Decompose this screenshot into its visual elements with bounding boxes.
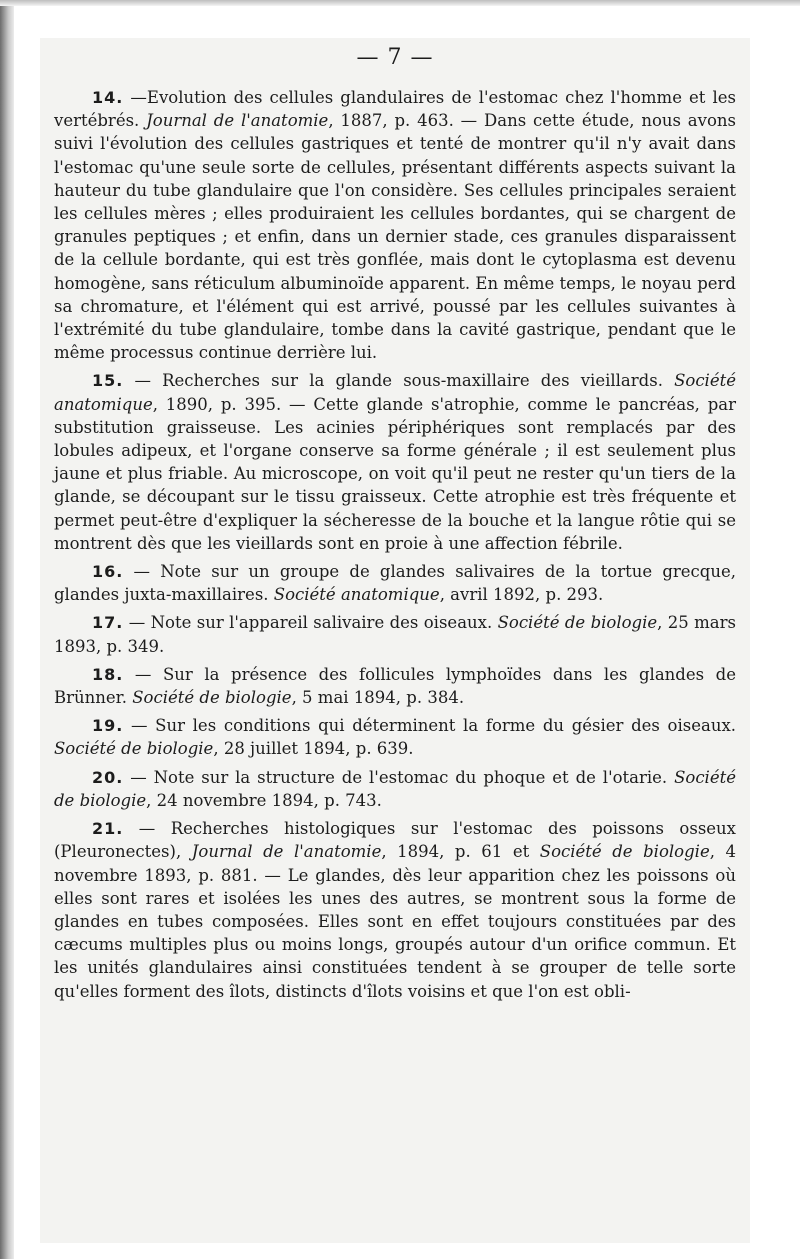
entry-text: , avril 1892, p. 293. [439, 585, 604, 605]
entry-source: Société de biologie [54, 739, 214, 759]
entry-text: , 4 novembre 1893, p. 881. — Le glandes, dès leur apparition chez les poissons où elles sont rares et isolées les unes des autres, se montrent sous la forme de glandes en tubes composées. Elles sont en effet toujours constituées par des cæcums multiples plus ou moins longs, groupés autour d'un orifice commun. Et les unités glandulaires ainsi constituées tendent à se grouper de telle sorte qu'elles forment des îlots, distincts d'îlots voisins et que l'on est obli- [54, 842, 737, 1001]
entry-20 [54, 766, 736, 812]
entry-text: , 28 juillet 1894, p. 639. [213, 739, 414, 759]
entry-number: 14. [92, 88, 124, 107]
entry-number: 17. [92, 613, 124, 633]
entry-text: —Evolution des cellules glandulaires de l'estomac chez l'homme et les vertébrés. [54, 88, 736, 131]
entry-source: Société de biologie [132, 688, 292, 708]
entry-source: Société de biologie [539, 842, 710, 862]
entry-14 [54, 86, 736, 364]
entry-21 [54, 817, 736, 1003]
entry-number: 21. [92, 819, 124, 839]
entry-text: , 24 novembre 1894, p. 743. [146, 790, 382, 810]
entry-text: — Recherches sur la glande sous-maxillaire des vieillards. [123, 371, 675, 391]
document-page [40, 38, 750, 1243]
entry-number: 19. [92, 716, 124, 736]
entry-17 [54, 611, 736, 657]
entry-number: 20. [92, 767, 124, 787]
entry-text: , 1887, p. 463. — Dans cette étude, nous avons suivi l'évolution des cellules gastriques et tenté de montrer qu'il n'y avait dans l'estomac qu'une seule sorte de cellules, présentant différents aspects suivant la hauteur du tube glandulaire que l'on considère. Ses cellules principales seraient les cellules mères ; elles produiraient les cellules bordantes, qui se chargent de granules peptiques ; et enfin, dans un dernier stade, ces granules disparaissent de la cellule bordante, qui est très gonflée, mais dont le cytoplasma est devenu homogène, sans réticulum albuminoïde apparent. En même temps, le noyau perd sa chromature, et l'élément qui est arrivé, poussé par les cellules suivantes à l'extrémité du tube glandulaire, tombe dans la cavité gastrique, pendant que le même processus continue derrière lui. [54, 111, 736, 363]
entry-source: Journal de l'anatomie [146, 111, 329, 131]
entry-text: — Recherches histologiques sur l'estomac des poissons osseux (Pleuronectes), [54, 819, 736, 862]
entry-text: , 25 mars 1893, p. 349. [54, 613, 736, 656]
page-number: — 7 — [356, 45, 434, 70]
entry-source: Société anatomique [54, 371, 736, 414]
entry-text: — Sur la présence des follicules lymphoïdes dans les glandes de Brünner. [54, 664, 736, 708]
entry-text: , 1890, p. 395. — Cette glande s'atrophie, comme le pancréas, par substitution graisseuse. Les acinies périphériques sont remplacés par des lobules adipeux, et l'organe conserve sa forme générale ; il est seulement plus jaune et plus friable. Au microscope, on voit qu'il peut ne rester qu'un tiers de la glande, se découpant sur le tissu graisseux. Cette atrophie est très fréquente et permet peut-être d'expliquer la sécheresse de la bouche et la langue rôtie qui se montrent dès que les vieillards sont en proie à une affection fébrile. [54, 394, 736, 553]
entry-19 [54, 714, 736, 760]
entry-18 [54, 663, 736, 709]
entry-source: Journal de l'anatomie [191, 842, 382, 862]
entry-number: 15. [92, 371, 124, 391]
entry-source: Société de biologie [54, 767, 736, 810]
entry-text: — Note sur la structure de l'estomac du phoque et de l'otarie. [123, 767, 675, 787]
entry-text: — Sur les conditions qui déterminent la forme du gésier des oiseaux. [123, 716, 736, 736]
entry-text: — Note sur l'appareil salivaire des oiseaux. [123, 613, 498, 633]
entry-text: , 1894, p. 61 et [381, 842, 540, 862]
entry-text: — Note sur un groupe de glandes salivaires de la tortue grecque, glandes juxta-maxillaires. [54, 562, 736, 605]
entry-number: 18. [92, 664, 124, 684]
entry-text: , 5 mai 1894, p. 384. [291, 688, 465, 708]
entry-15 [54, 369, 736, 555]
scan-binding-shadow [0, 0, 14, 1259]
entry-source: Société de biologie [497, 613, 658, 633]
entry-source: Société anatomique [273, 585, 440, 605]
entry-16 [54, 560, 736, 606]
entry-number: 16. [92, 562, 124, 582]
scan-top-shadow [0, 0, 800, 6]
